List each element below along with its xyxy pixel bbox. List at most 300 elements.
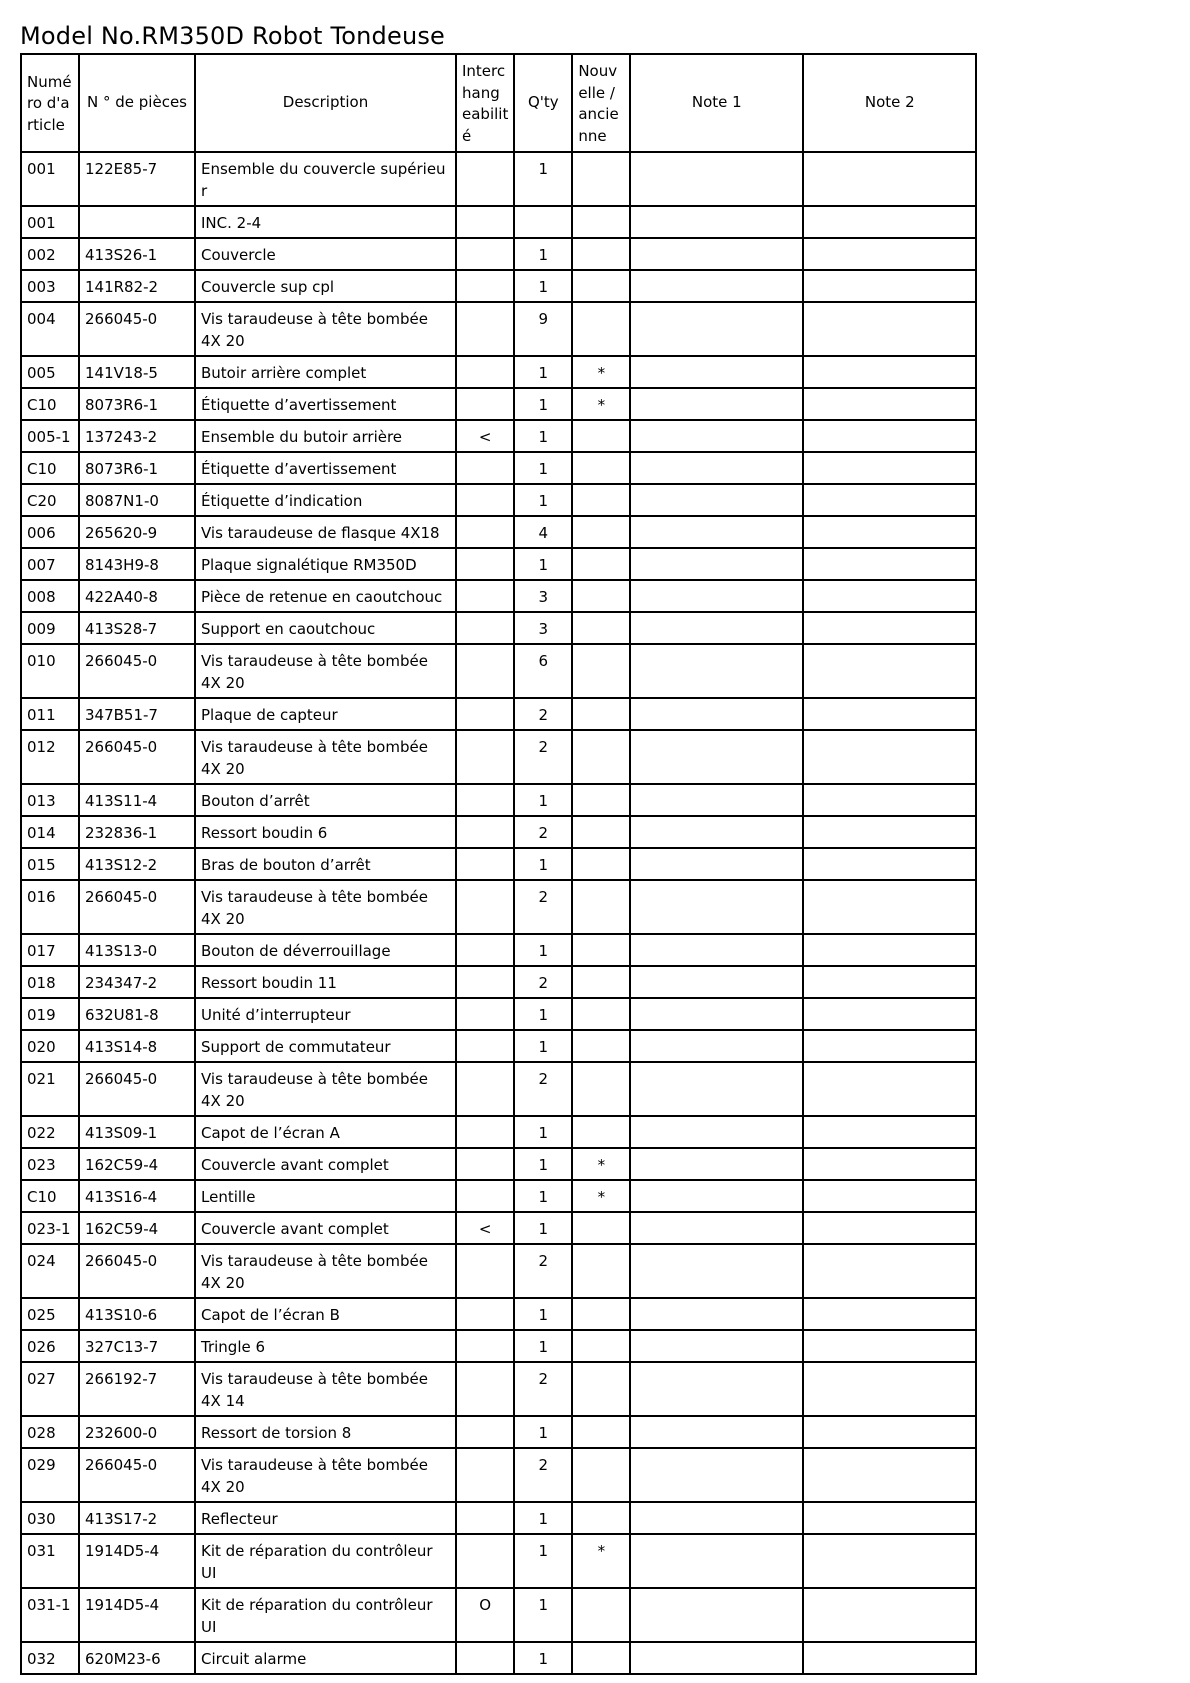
table-row — [21, 1362, 976, 1416]
cell-part-number: 1914D5-4 — [79, 1588, 195, 1642]
cell-note-2 — [803, 1588, 976, 1642]
cell-note-2 — [803, 1642, 976, 1674]
cell-item-number: C10 — [21, 1180, 79, 1212]
cell-part-number: 234347-2 — [79, 966, 195, 998]
cell-note-2 — [803, 1416, 976, 1448]
header-quantity: Q'ty — [514, 54, 572, 152]
cell-note-1 — [630, 356, 803, 388]
cell-part-number: 413S13-0 — [79, 934, 195, 966]
cell-part-number: 413S26-1 — [79, 238, 195, 270]
cell-note-1 — [630, 848, 803, 880]
cell-note-1 — [630, 816, 803, 848]
cell-item-number: 032 — [21, 1642, 79, 1674]
cell-item-number: 017 — [21, 934, 79, 966]
cell-note-2 — [803, 998, 976, 1030]
table-row — [21, 880, 976, 934]
cell-quantity: 2 — [514, 1244, 572, 1298]
cell-description: Vis taraudeuse à tête bombée 4X 20 — [195, 1448, 456, 1502]
cell-note-1 — [630, 1588, 803, 1642]
cell-part-number: 422A40-8 — [79, 580, 195, 612]
cell-note-2 — [803, 206, 976, 238]
table-row — [21, 1642, 976, 1674]
cell-interchangeability: < — [456, 420, 514, 452]
cell-interchangeability — [456, 270, 514, 302]
cell-note-2 — [803, 238, 976, 270]
cell-part-number: 413S17-2 — [79, 1502, 195, 1534]
table-row — [21, 270, 976, 302]
cell-quantity: 2 — [514, 880, 572, 934]
cell-quantity: 1 — [514, 934, 572, 966]
cell-note-2 — [803, 1180, 976, 1212]
table-header-row — [21, 54, 976, 152]
cell-quantity: 3 — [514, 612, 572, 644]
cell-note-2 — [803, 356, 976, 388]
cell-note-2 — [803, 848, 976, 880]
table-body — [21, 152, 976, 1674]
cell-new-old — [572, 1448, 630, 1502]
cell-item-number: 001 — [21, 152, 79, 206]
cell-part-number: 266045-0 — [79, 730, 195, 784]
cell-note-2 — [803, 934, 976, 966]
parts-table — [20, 53, 977, 1675]
table-row — [21, 1502, 976, 1534]
cell-interchangeability — [456, 612, 514, 644]
cell-part-number: 137243-2 — [79, 420, 195, 452]
cell-new-old — [572, 1588, 630, 1642]
cell-item-number: 004 — [21, 302, 79, 356]
cell-interchangeability — [456, 1416, 514, 1448]
cell-note-2 — [803, 816, 976, 848]
cell-note-2 — [803, 966, 976, 998]
table-row — [21, 784, 976, 816]
cell-note-2 — [803, 152, 976, 206]
cell-quantity: 9 — [514, 302, 572, 356]
cell-interchangeability — [456, 1642, 514, 1674]
cell-note-2 — [803, 1244, 976, 1298]
cell-item-number: 002 — [21, 238, 79, 270]
cell-interchangeability — [456, 1244, 514, 1298]
cell-quantity: 1 — [514, 388, 572, 420]
cell-quantity: 1 — [514, 270, 572, 302]
cell-description: Pièce de retenue en caoutchouc — [195, 580, 456, 612]
cell-note-1 — [630, 1212, 803, 1244]
table-row — [21, 1244, 976, 1298]
cell-quantity: 1 — [514, 1642, 572, 1674]
cell-description: Couvercle avant complet — [195, 1212, 456, 1244]
cell-description: Lentille — [195, 1180, 456, 1212]
cell-new-old — [572, 152, 630, 206]
cell-quantity: 1 — [514, 1030, 572, 1062]
cell-note-1 — [630, 484, 803, 516]
cell-description: Bouton d’arrêt — [195, 784, 456, 816]
cell-description: Étiquette d’avertissement — [195, 452, 456, 484]
cell-new-old: * — [572, 356, 630, 388]
table-row — [21, 934, 976, 966]
cell-note-1 — [630, 1298, 803, 1330]
cell-item-number: 014 — [21, 816, 79, 848]
cell-note-2 — [803, 516, 976, 548]
cell-quantity: 3 — [514, 580, 572, 612]
cell-note-1 — [630, 452, 803, 484]
cell-interchangeability — [456, 644, 514, 698]
cell-interchangeability: O — [456, 1588, 514, 1642]
cell-new-old — [572, 966, 630, 998]
table-row — [21, 730, 976, 784]
header-new-old: Nouv elle / ancie nne — [572, 54, 630, 152]
cell-part-number: 327C13-7 — [79, 1330, 195, 1362]
cell-note-1 — [630, 1148, 803, 1180]
header-note-2: Note 2 — [803, 54, 976, 152]
cell-note-1 — [630, 270, 803, 302]
cell-description: Circuit alarme — [195, 1642, 456, 1674]
cell-new-old — [572, 1362, 630, 1416]
cell-note-2 — [803, 1062, 976, 1116]
table-row — [21, 516, 976, 548]
cell-note-2 — [803, 1448, 976, 1502]
cell-description: Vis taraudeuse de flasque 4X18 — [195, 516, 456, 548]
cell-note-1 — [630, 1642, 803, 1674]
cell-quantity: 2 — [514, 1362, 572, 1416]
table-row — [21, 152, 976, 206]
cell-quantity: 1 — [514, 356, 572, 388]
cell-part-number: 266045-0 — [79, 880, 195, 934]
cell-item-number: 007 — [21, 548, 79, 580]
table-row — [21, 1534, 976, 1588]
cell-quantity: 2 — [514, 816, 572, 848]
table-row — [21, 1148, 976, 1180]
cell-note-1 — [630, 730, 803, 784]
cell-note-1 — [630, 388, 803, 420]
cell-note-1 — [630, 1502, 803, 1534]
cell-item-number: 019 — [21, 998, 79, 1030]
cell-part-number — [79, 206, 195, 238]
cell-item-number: 028 — [21, 1416, 79, 1448]
cell-new-old — [572, 270, 630, 302]
cell-item-number: C20 — [21, 484, 79, 516]
cell-note-2 — [803, 1362, 976, 1416]
cell-description: Vis taraudeuse à tête bombée 4X 20 — [195, 1062, 456, 1116]
cell-item-number: 020 — [21, 1030, 79, 1062]
cell-description: Vis taraudeuse à tête bombée 4X 20 — [195, 1244, 456, 1298]
cell-interchangeability — [456, 1116, 514, 1148]
table-row — [21, 580, 976, 612]
cell-quantity: 1 — [514, 848, 572, 880]
cell-description: Vis taraudeuse à tête bombée 4X 20 — [195, 302, 456, 356]
cell-part-number: 266045-0 — [79, 1448, 195, 1502]
cell-item-number: 001 — [21, 206, 79, 238]
table-row — [21, 1416, 976, 1448]
cell-description: Support en caoutchouc — [195, 612, 456, 644]
cell-quantity: 1 — [514, 1534, 572, 1588]
cell-interchangeability — [456, 848, 514, 880]
cell-new-old — [572, 452, 630, 484]
cell-new-old — [572, 1416, 630, 1448]
cell-interchangeability — [456, 580, 514, 612]
cell-new-old — [572, 1062, 630, 1116]
cell-description: Vis taraudeuse à tête bombée 4X 20 — [195, 730, 456, 784]
cell-description: Étiquette d’avertissement — [195, 388, 456, 420]
cell-note-2 — [803, 880, 976, 934]
cell-item-number: 005 — [21, 356, 79, 388]
cell-note-2 — [803, 698, 976, 730]
cell-quantity: 1 — [514, 420, 572, 452]
cell-part-number: 8073R6-1 — [79, 388, 195, 420]
table-row — [21, 1180, 976, 1212]
cell-note-2 — [803, 1502, 976, 1534]
table-row — [21, 698, 976, 730]
cell-part-number: 266045-0 — [79, 1062, 195, 1116]
cell-quantity: 1 — [514, 1180, 572, 1212]
cell-part-number: 162C59-4 — [79, 1212, 195, 1244]
cell-new-old — [572, 1298, 630, 1330]
cell-item-number: 012 — [21, 730, 79, 784]
cell-description: Ensemble du butoir arrière — [195, 420, 456, 452]
cell-interchangeability — [456, 1502, 514, 1534]
cell-note-1 — [630, 1362, 803, 1416]
cell-interchangeability — [456, 816, 514, 848]
cell-description: Couvercle — [195, 238, 456, 270]
cell-part-number: 141R82-2 — [79, 270, 195, 302]
cell-description: Couvercle sup cpl — [195, 270, 456, 302]
cell-note-1 — [630, 1062, 803, 1116]
cell-quantity: 2 — [514, 730, 572, 784]
cell-quantity: 1 — [514, 998, 572, 1030]
table-row — [21, 452, 976, 484]
cell-quantity: 2 — [514, 1062, 572, 1116]
table-row — [21, 1212, 976, 1244]
cell-part-number: 413S12-2 — [79, 848, 195, 880]
cell-part-number: 413S11-4 — [79, 784, 195, 816]
cell-interchangeability — [456, 516, 514, 548]
cell-item-number: 030 — [21, 1502, 79, 1534]
cell-part-number: 413S28-7 — [79, 612, 195, 644]
cell-note-2 — [803, 612, 976, 644]
cell-interchangeability — [456, 730, 514, 784]
cell-description: Étiquette d’indication — [195, 484, 456, 516]
cell-interchangeability: < — [456, 1212, 514, 1244]
cell-note-2 — [803, 1030, 976, 1062]
cell-note-2 — [803, 1298, 976, 1330]
cell-part-number: 347B51-7 — [79, 698, 195, 730]
cell-new-old — [572, 1502, 630, 1534]
cell-note-2 — [803, 388, 976, 420]
cell-part-number: 1914D5-4 — [79, 1534, 195, 1588]
header-interchangeability: Interc hang eabilit é — [456, 54, 514, 152]
cell-interchangeability — [456, 784, 514, 816]
cell-quantity: 4 — [514, 516, 572, 548]
cell-description: Kit de réparation du contrôleur UI — [195, 1534, 456, 1588]
cell-description: Unité d’interrupteur — [195, 998, 456, 1030]
cell-note-1 — [630, 1244, 803, 1298]
cell-note-1 — [630, 1180, 803, 1212]
table-row — [21, 206, 976, 238]
table-row — [21, 1588, 976, 1642]
cell-quantity: 1 — [514, 1298, 572, 1330]
cell-new-old: * — [572, 388, 630, 420]
cell-interchangeability — [456, 966, 514, 998]
table-row — [21, 848, 976, 880]
page-title: Model No.RM350D Robot Tondeuse — [20, 22, 446, 50]
cell-part-number: 232600-0 — [79, 1416, 195, 1448]
cell-interchangeability — [456, 1362, 514, 1416]
cell-description: Capot de l’écran A — [195, 1116, 456, 1148]
cell-new-old — [572, 1116, 630, 1148]
cell-note-2 — [803, 484, 976, 516]
cell-interchangeability — [456, 998, 514, 1030]
cell-quantity: 1 — [514, 1148, 572, 1180]
cell-note-2 — [803, 302, 976, 356]
table-row — [21, 612, 976, 644]
table-row — [21, 1062, 976, 1116]
cell-note-1 — [630, 966, 803, 998]
cell-part-number: 413S16-4 — [79, 1180, 195, 1212]
cell-description: Kit de réparation du contrôleur UI — [195, 1588, 456, 1642]
cell-item-number: 008 — [21, 580, 79, 612]
header-part-number: N ° de pièces — [79, 54, 195, 152]
cell-quantity: 1 — [514, 1212, 572, 1244]
cell-quantity: 1 — [514, 1330, 572, 1362]
cell-interchangeability — [456, 1030, 514, 1062]
table-row — [21, 420, 976, 452]
cell-part-number: 266192-7 — [79, 1362, 195, 1416]
cell-new-old — [572, 516, 630, 548]
cell-new-old — [572, 302, 630, 356]
cell-note-1 — [630, 1330, 803, 1362]
cell-interchangeability — [456, 1062, 514, 1116]
cell-new-old — [572, 1212, 630, 1244]
cell-quantity: 1 — [514, 238, 572, 270]
cell-new-old — [572, 206, 630, 238]
cell-description: Plaque de capteur — [195, 698, 456, 730]
cell-item-number: 015 — [21, 848, 79, 880]
cell-note-1 — [630, 580, 803, 612]
table-row — [21, 1030, 976, 1062]
cell-note-2 — [803, 1212, 976, 1244]
table-row — [21, 484, 976, 516]
cell-note-1 — [630, 644, 803, 698]
cell-part-number: 620M23-6 — [79, 1642, 195, 1674]
cell-note-1 — [630, 1116, 803, 1148]
table-row — [21, 998, 976, 1030]
cell-interchangeability — [456, 388, 514, 420]
table-row — [21, 238, 976, 270]
cell-quantity: 2 — [514, 698, 572, 730]
table-row — [21, 1298, 976, 1330]
cell-new-old — [572, 816, 630, 848]
cell-note-2 — [803, 548, 976, 580]
cell-note-1 — [630, 238, 803, 270]
cell-note-1 — [630, 548, 803, 580]
cell-quantity: 1 — [514, 1116, 572, 1148]
cell-new-old — [572, 934, 630, 966]
cell-note-2 — [803, 644, 976, 698]
cell-quantity: 2 — [514, 966, 572, 998]
cell-interchangeability — [456, 1448, 514, 1502]
cell-part-number: 265620-9 — [79, 516, 195, 548]
cell-item-number: 016 — [21, 880, 79, 934]
cell-item-number: 023 — [21, 1148, 79, 1180]
cell-new-old: * — [572, 1180, 630, 1212]
cell-note-2 — [803, 1330, 976, 1362]
cell-new-old — [572, 548, 630, 580]
cell-part-number: 122E85-7 — [79, 152, 195, 206]
cell-note-1 — [630, 302, 803, 356]
cell-item-number: 003 — [21, 270, 79, 302]
cell-note-1 — [630, 1416, 803, 1448]
cell-note-2 — [803, 580, 976, 612]
cell-new-old — [572, 1330, 630, 1362]
cell-note-2 — [803, 270, 976, 302]
cell-new-old — [572, 612, 630, 644]
table-row — [21, 548, 976, 580]
cell-note-1 — [630, 612, 803, 644]
cell-new-old — [572, 580, 630, 612]
cell-note-2 — [803, 730, 976, 784]
cell-note-2 — [803, 452, 976, 484]
cell-note-2 — [803, 1148, 976, 1180]
cell-item-number: 027 — [21, 1362, 79, 1416]
cell-note-1 — [630, 1534, 803, 1588]
cell-item-number: 018 — [21, 966, 79, 998]
cell-quantity: 1 — [514, 784, 572, 816]
cell-note-1 — [630, 1030, 803, 1062]
cell-item-number: 031 — [21, 1534, 79, 1588]
cell-description: Bras de bouton d’arrêt — [195, 848, 456, 880]
cell-interchangeability — [456, 302, 514, 356]
cell-new-old — [572, 784, 630, 816]
cell-interchangeability — [456, 1298, 514, 1330]
cell-item-number: 025 — [21, 1298, 79, 1330]
cell-quantity: 1 — [514, 1588, 572, 1642]
cell-quantity: 1 — [514, 152, 572, 206]
cell-item-number: 010 — [21, 644, 79, 698]
cell-item-number: C10 — [21, 388, 79, 420]
cell-interchangeability — [456, 1330, 514, 1362]
cell-part-number: 141V18-5 — [79, 356, 195, 388]
cell-note-1 — [630, 152, 803, 206]
cell-new-old — [572, 1244, 630, 1298]
cell-interchangeability — [456, 698, 514, 730]
cell-part-number: 8143H9-8 — [79, 548, 195, 580]
cell-new-old — [572, 698, 630, 730]
cell-description: INC. 2-4 — [195, 206, 456, 238]
table-row — [21, 1448, 976, 1502]
cell-description: Ressort boudin 11 — [195, 966, 456, 998]
cell-quantity: 6 — [514, 644, 572, 698]
cell-note-1 — [630, 998, 803, 1030]
cell-interchangeability — [456, 934, 514, 966]
cell-note-2 — [803, 1116, 976, 1148]
cell-interchangeability — [456, 484, 514, 516]
header-note-1: Note 1 — [630, 54, 803, 152]
table-row — [21, 388, 976, 420]
cell-note-1 — [630, 420, 803, 452]
header-description: Description — [195, 54, 456, 152]
cell-part-number: 232836-1 — [79, 816, 195, 848]
cell-item-number: 009 — [21, 612, 79, 644]
cell-new-old — [572, 880, 630, 934]
cell-description: Ensemble du couvercle supérieu r — [195, 152, 456, 206]
cell-item-number: 005-1 — [21, 420, 79, 452]
cell-item-number: 031-1 — [21, 1588, 79, 1642]
cell-note-1 — [630, 516, 803, 548]
cell-interchangeability — [456, 152, 514, 206]
cell-note-1 — [630, 698, 803, 730]
cell-note-2 — [803, 784, 976, 816]
cell-new-old — [572, 1030, 630, 1062]
cell-interchangeability — [456, 206, 514, 238]
cell-item-number: 022 — [21, 1116, 79, 1148]
